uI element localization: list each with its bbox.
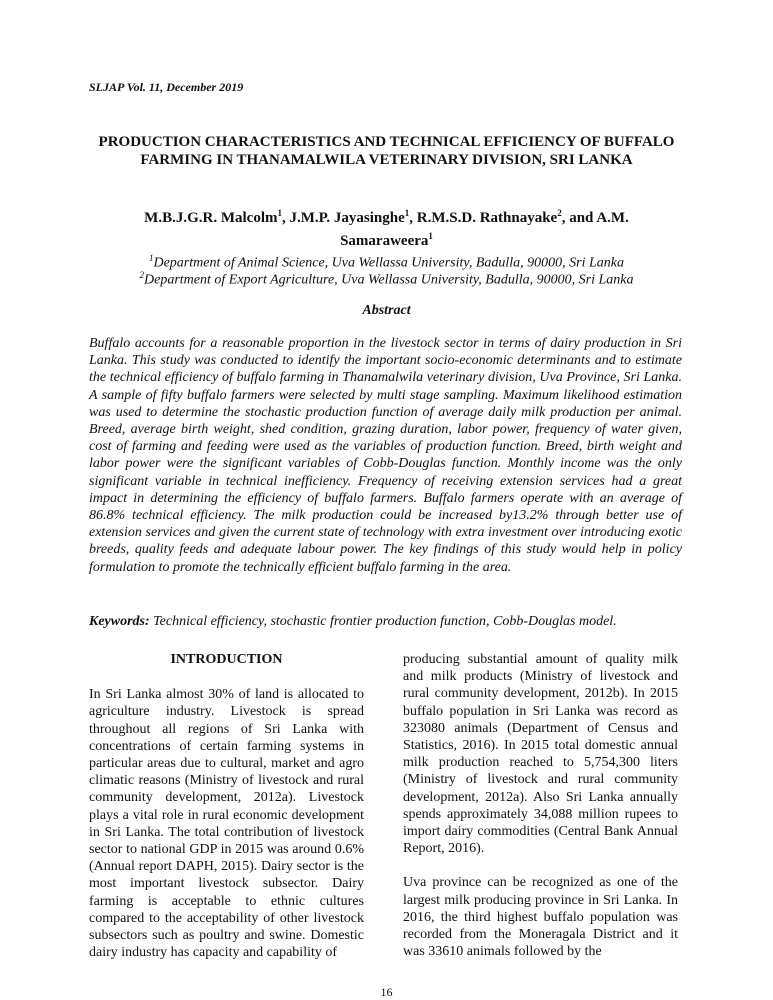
author-list: M.B.J.G.R. Malcolm$^1$, J.M.P. Jayasinghe$^1$, R.M.S.D. Rathnayake$^2$, and A.M. Samaraweera$^1$ [144,208,629,249]
affiliation-text: Department of Export Agriculture, Uva Wellassa University, Badulla, 90000, Sri Lanka [144,272,634,288]
keywords-label: Keywords: [89,614,150,629]
body-paragraph: In Sri Lanka almost 30% of land is allocated to agriculture industry. Livestock is spread throughout all regions of Sri Lanka with concentrations of certain farming systems in particular areas due to cultural, market and agro climatic reasons (Ministry of livestock and rural community development, 2012a). Livestock plays a vital role in rural economic development in Sri Lanka. The total contribution of livestock sector to national GDP in 2015 was around 0.6% (Annual report DAPH, 2015). Dairy sector is the most important livestock subsector. Dairy farming is acceptable to ethnic cultures compared to the acceptability of other livestock subsectors such as poultry and swine. Domestic dairy industry has capacity and capability of [89,687,364,961]
journal-header: SLJAP Vol. 11, December 2019 [89,80,244,94]
author-name: J.M.P. Jayasinghe [289,210,405,226]
right-column [403,651,678,960]
abstract-text: Buffalo accounts for a reasonable proportion in the livestock sector in terms of dairy production in Sri Lanka. This study was conducted to identify the important socio-economic determinants and to estimate the technical efficiency of buffalo farming in Thanamalwila veterinary division, Uva Province, Sri Lanka. A sample of fifty buffalo farmers were selected by multi stage sampling. Maximum likelihood estimation was used to determine the stochastic production function of average daily milk production per animal. Breed, average birth weight, shed condition, grazing duration, labor power, frequency of water given, cost of farming and feeding were used as the variables of production function. Breed, birth weight and labor power were the significant variables of Cobb-Douglas function. Monthly income was the only significant variable in technical inefficiency. Frequency of receiving extension services had a great impact in determining the efficiency of buffalo farmers. Buffalo farmers operate with an average of 86.8% technical efficiency. The milk production could be increased by13.2% through better use of extension services and given the current state of technology with extra investment over introducing exotic breeds, quality feeds and adequate labour power. The key findings of this study would help in policy formulation to promote the technically efficient buffalo farming in the area. [89,336,682,575]
affiliation-2 [60,267,713,289]
affiliation-mark: 1 [148,253,154,263]
author-affil-mark: 2 [557,208,562,218]
keywords [89,614,689,630]
keywords-text: Technical efficiency, stochastic frontier production function, Cobb-Douglas model. [153,614,617,629]
author-affil-mark: 1 [404,208,410,218]
author-affil-mark: 1 [277,208,282,218]
body-paragraph: Uva province can be recognized as one of the largest milk producing province in Sri Lanka. In 2016, the third highest buffalo population was recorded from the Moneragala District and it was 33610 animals followed by the [403,875,678,960]
author-name: A.M. Samaraweera [340,210,629,249]
author-name: M.B.J.G.R. Malcolm [144,210,278,226]
page-number: 16 [380,985,393,999]
abstract-heading: Abstract [362,303,411,318]
body-paragraph: producing substantial amount of quality milk and milk products (Ministry of livestock and rural community development, 2012b). In 2015 buffalo population in Sri Lanka was record as 323080 animals (Department of Census and Statistics, 2016). In 2015 total domestic annual milk production reached to 5,754,300 liters (Ministry of livestock and rural community development, 2012a). Also Sri Lanka annually spends approximately 34,088 million rupees to import dairy commodities (Central Bank Annual Report, 2016). [403,652,678,857]
left-column [89,651,364,961]
section-heading-introduction: INTRODUCTION [170,652,283,667]
paper-title: PRODUCTION CHARACTERISTICS AND TECHNICAL EFFICIENCY OF BUFFALO FARMING IN THANAMALWILA VETERINARY DIVISION, SRI LANKA [98,134,675,168]
author-affil-mark: 1 [428,231,433,241]
author-name: R.M.S.D. Rathnayake [416,210,558,226]
affiliation-mark: 2 [139,270,145,280]
affiliation-text: Department of Animal Science, Uva Wellassa University, Badulla, 90000, Sri Lanka [153,255,624,271]
